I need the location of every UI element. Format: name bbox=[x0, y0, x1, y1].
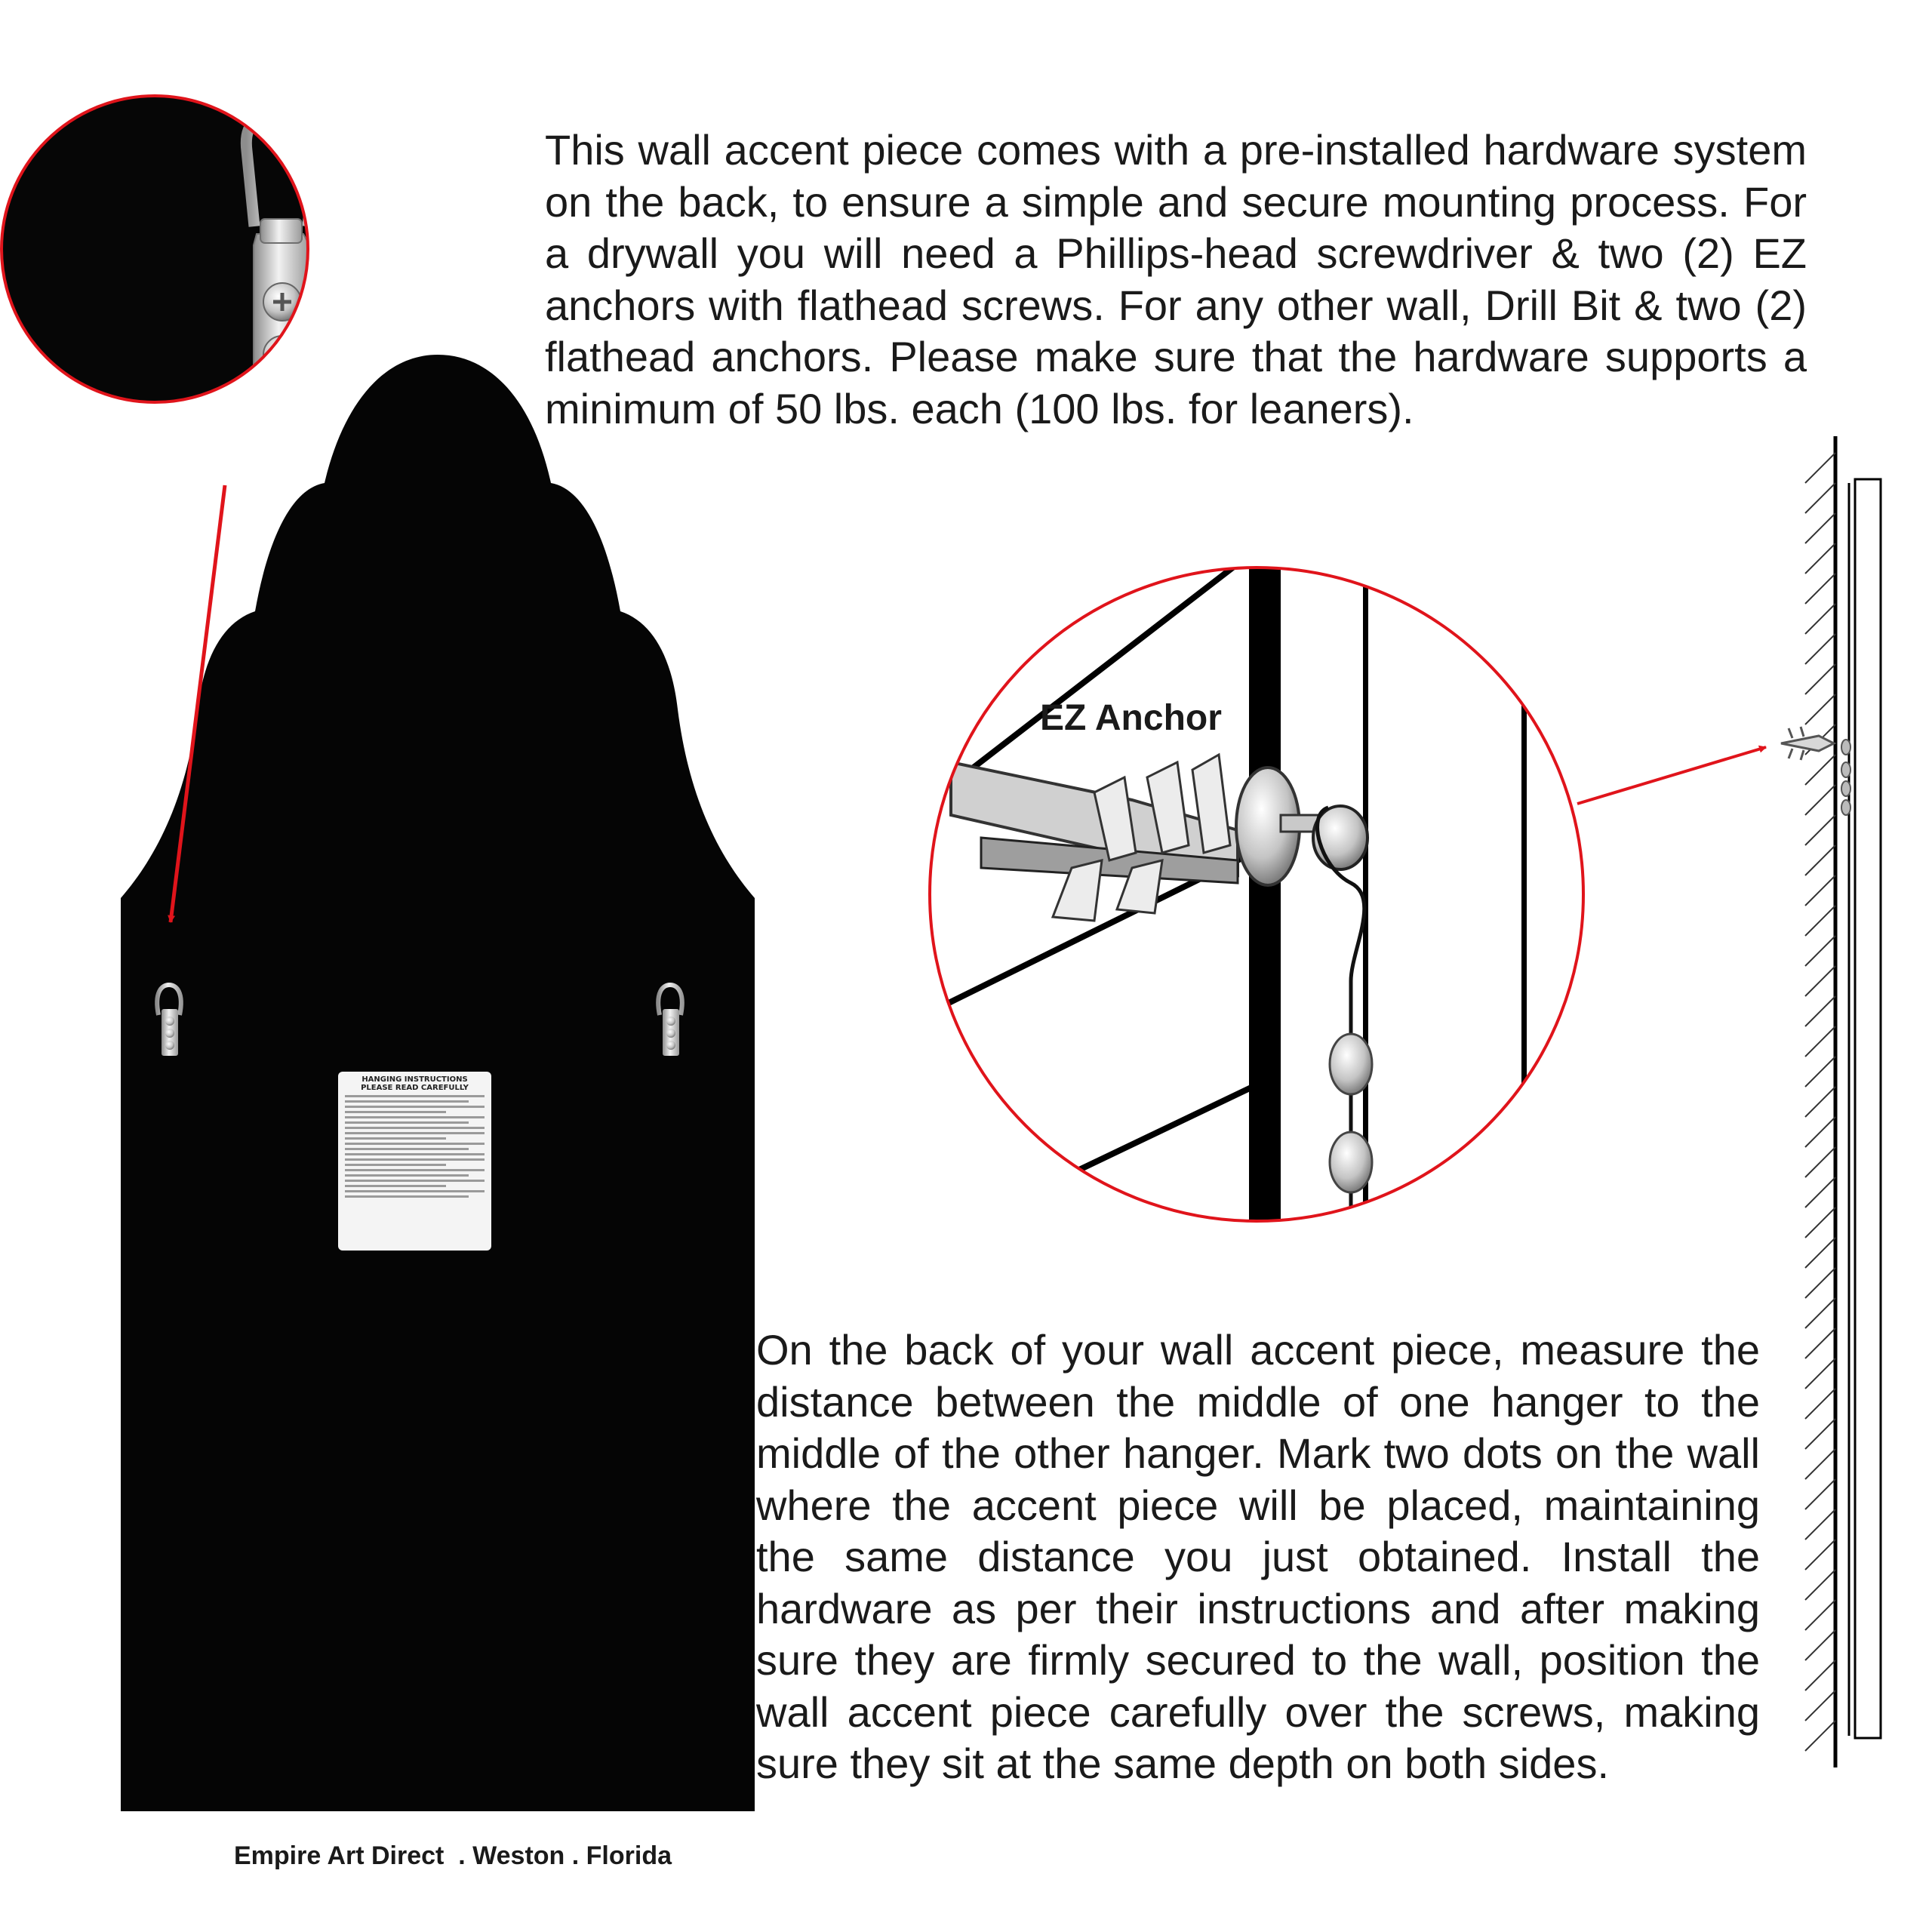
anchor-pointer-arrow bbox=[1577, 747, 1766, 804]
hanger-detail-zoom bbox=[2, 96, 315, 457]
ez-anchor-label: EZ Anchor bbox=[1040, 698, 1222, 738]
hanging-instructions-sticker bbox=[338, 1072, 491, 1251]
intro-paragraph: This wall accent piece comes with a pre-installed hardware system on the back, to ensure a simple and secure mounting process. For a drywall you will need a Phillips-head screwdriver & two (2) EZ anchors with flathead screws. For any other wall, Drill Bit & two (2) flathead anchors. Please make sure that the hardware supports a minimum of 50 lbs. each (100 lbs. for leaners). bbox=[545, 126, 1807, 432]
wall-side-view bbox=[1781, 436, 1881, 1767]
mounting-steps-paragraph: On the back of your wall accent piece, measure the distance between the middle of one hanger to the middle of the other hanger. Mark two dots on the wall where the accent piece will be placed, maintaining the same distance you just obtained. Install the hardware as per their instructions and after making sure they are firmly secured to the wall, position the wall accent piece carefully over the screws, making sure they sit at the same depth on both sides. bbox=[756, 1326, 1760, 1787]
anchor-detail-zoom bbox=[930, 558, 1583, 1223]
sticker-heading-line2: PLEASE READ CAREFULLY bbox=[361, 1084, 469, 1092]
sticker-heading-line1: HANGING INSTRUCTIONS bbox=[361, 1075, 468, 1084]
company-footer: Empire Art Direct . Weston . Florida bbox=[234, 1841, 672, 1870]
